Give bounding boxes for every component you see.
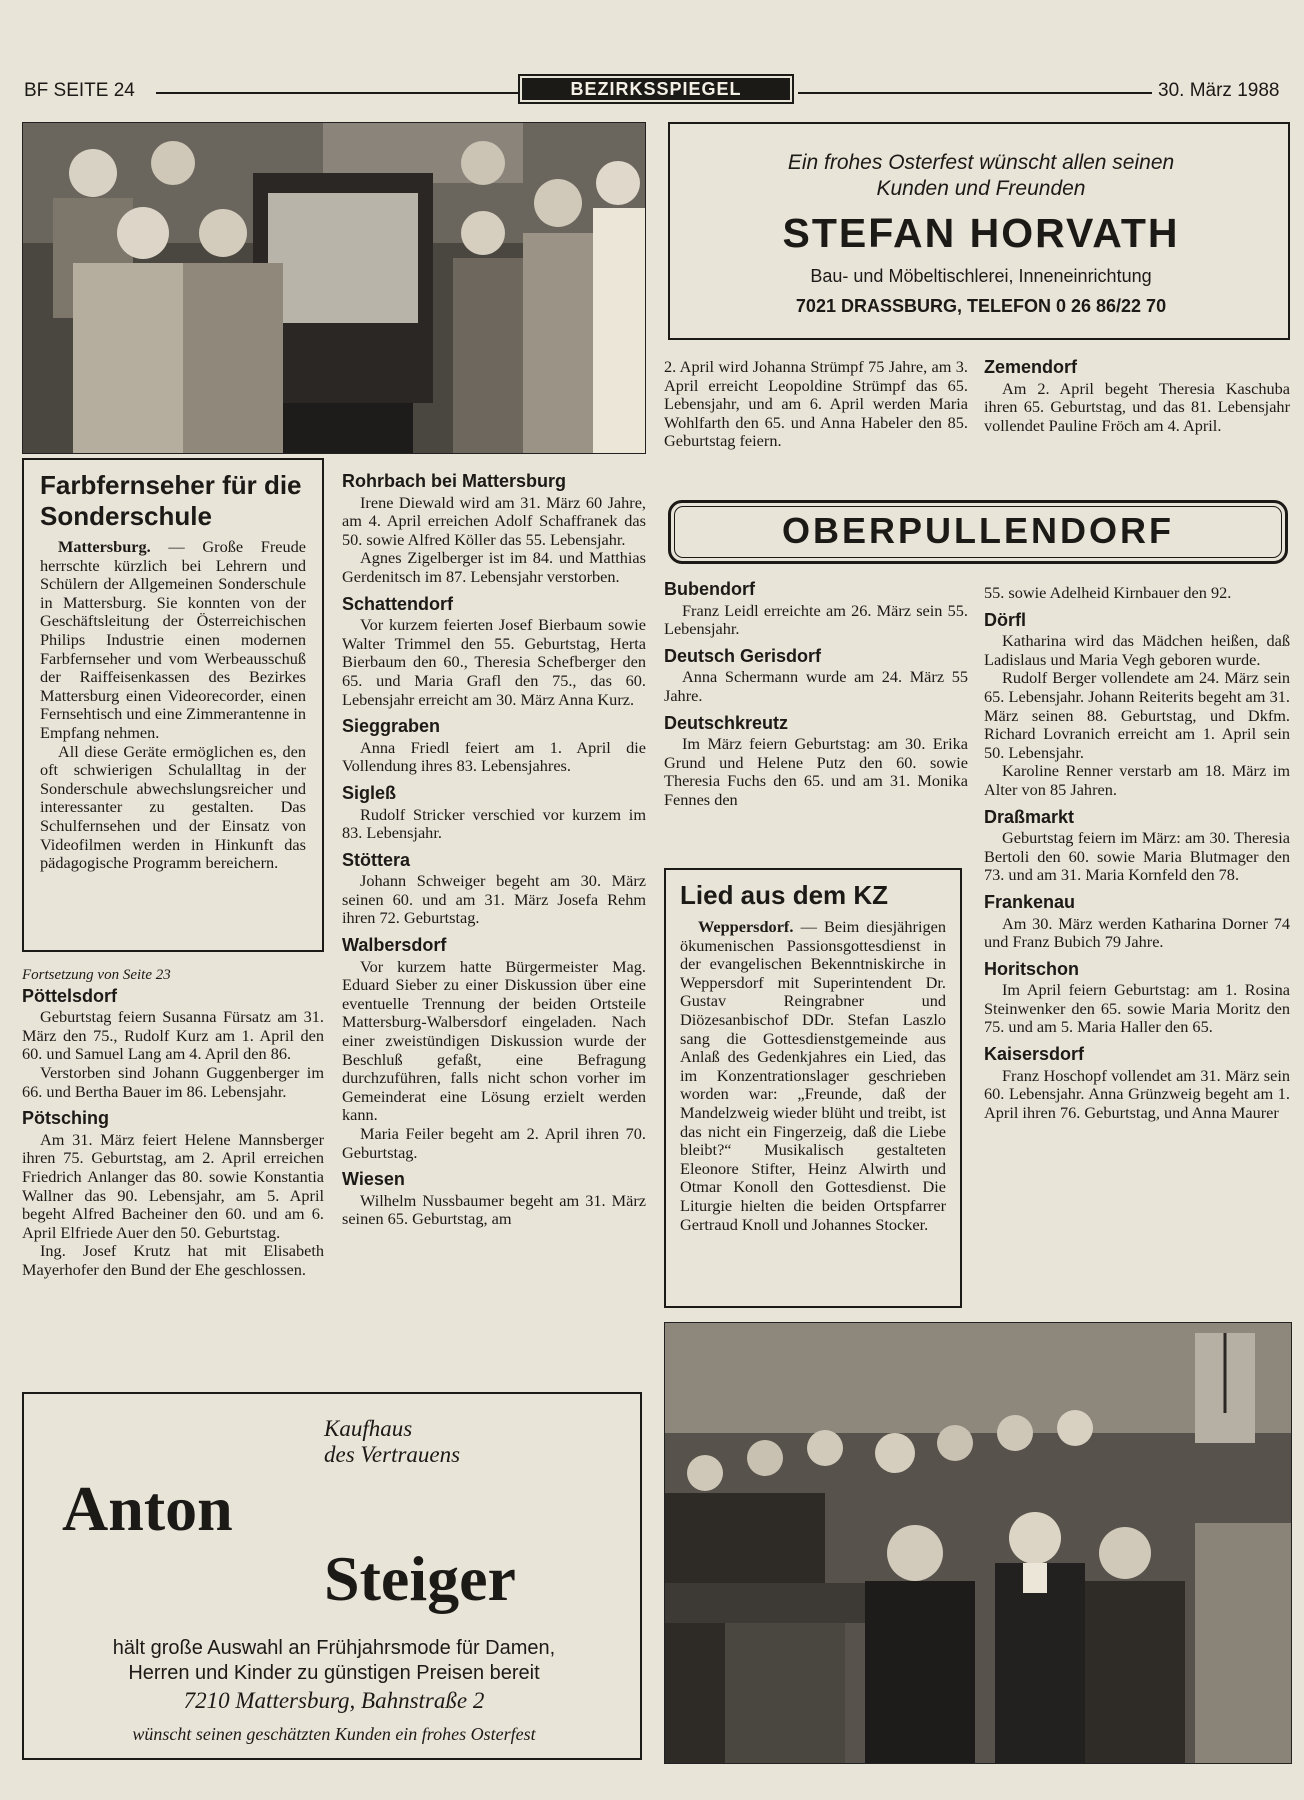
continued-note: Fortsetzung von Seite 23 bbox=[22, 967, 171, 983]
section-title: BEZIRKSSPIEGEL bbox=[522, 78, 790, 100]
farbfernseher-body bbox=[40, 538, 306, 873]
issue-date: 30. März 1988 bbox=[1158, 80, 1280, 101]
farbfernseher-paragraph: — Große Freude herrschte kürzlich bei Lehrern und Schülern der Allgemeinen Sonderschule in Mattersburg. Sie konnten von der Geschäftsleitung der Österreichischen Philips Industrie einen modernen Farbfernseher und vom Werbeausschuß der Raiffeisenkassen des Bezirkes Mattersburg einen Videorecorder, einen Fernsehtisch und eine Zimmerantenne in Empfang nehmen. bbox=[40, 537, 306, 742]
header-rule-right bbox=[798, 92, 1152, 94]
section-paragraph: Ing. Josef Krutz hat mit Elisabeth Mayerhofer den Bund der Ehe geschlossen. bbox=[22, 1241, 324, 1279]
kz-paragraph: — Beim diesjährigen ökumenischen Passionsgottesdienst in der evangelischen Bekenntniskirche in Weppersdorf mit Superintendent Dr. Gustav Reingrabner und Diözesanbischof DDr. Stefan Laszlo sang die Gottesdienstgemeinde aus Anlaß des Gedenkjahres ein Lied, das im Konzentrationslager geschrieben worden war: „Freunde, daß der Mandelzweig wieder blüht und treibt, ist das nicht ein Fingerzeig, daß die Liebe bleibt?“ Musikalisch gestalteten Eleonore Stifter, Heinz Alwirth und Otmar Konoll den Gottesdienst. Die Liturgie hielten die beiden Ortspfarrer Gertraud Knoll und Johannes Stocker. bbox=[680, 917, 946, 1234]
section-paragraph: Johann Schweiger begeht am 30. März seinen 60. und am 31. März Josefa Rehm ihren 72. Geburtstag. bbox=[342, 871, 646, 928]
church-photo bbox=[664, 1322, 1292, 1764]
horvath-trade: Bau- und Möbeltischlerei, Inneneinrichtung bbox=[810, 266, 1152, 286]
horvath-ad bbox=[668, 122, 1290, 340]
section-title-zemendorf: Zemendorf bbox=[984, 357, 1078, 377]
section-paragraph: Franz Hoschopf vollendet am 31. März sein 60. Lebensjahr. Anna Grünzweig begeht am 1. April ihren 76. Geburtstag, und Anna Maurer bbox=[984, 1065, 1290, 1122]
section-title-horitschon: Horitschon bbox=[984, 958, 1080, 979]
page-number: BF SEITE 24 bbox=[24, 80, 135, 101]
horvath-address: 7021 DRASSBURG, TELEFON 0 26 86/22 70 bbox=[795, 296, 1167, 316]
kz-dateline: Weppersdorf. bbox=[698, 917, 794, 936]
steiger-address: 7210 Mattersburg, Bahnstraße 2 bbox=[183, 1688, 485, 1713]
section-title-sigless: Sigleß bbox=[342, 782, 397, 803]
section-paragraph: Vor kurzem feierten Josef Bierbaum sowie Walter Trimmel den 55. Geburtstag, Herta Bierbaum den 60., Theresia Schefberger den 65. und Maria Grafl den 75., das 60. Lebensjahr erreicht am 30. März Anna Kurz. bbox=[342, 615, 646, 709]
classroom-photo-image bbox=[23, 123, 645, 453]
section-title-sieggraben: Sieggraben bbox=[342, 716, 441, 737]
section-paragraph: Am 2. April begeht Theresia Kaschuba ihren 65. Geburtstag, und das 81. Lebensjahr vollendet Pauline Fröch am 4. April. bbox=[984, 378, 1290, 435]
section-banner bbox=[518, 74, 794, 104]
column-right bbox=[664, 580, 968, 810]
section-title-poetsching: Pötsching bbox=[22, 1108, 110, 1129]
section-title-wiesen: Wiesen bbox=[342, 1169, 405, 1190]
header-rule-left bbox=[156, 92, 518, 94]
farbfernseher-paragraph: All diese Geräte ermöglichen es, den oft schwierigen Schulalltag in der Sonderschule abwechslungsreicher und interessanter zu gestalten. Das Schulfernsehen und der Einsatz von Videofilmen werden in Hinkunft das pädagogische Programm bereichern. bbox=[40, 741, 306, 873]
section-title-poettelsdorf: Pöttelsdorf bbox=[22, 985, 118, 1006]
column-right-top bbox=[664, 358, 968, 451]
continued-paragraph: 55. sowie Adelheid Kirnbauer den 92. bbox=[984, 583, 1232, 602]
section-paragraph: Katharina wird das Mädchen heißen, daß Ladislaus und Maria Vegh geboren wurde. bbox=[984, 631, 1290, 669]
kz-title: Lied aus dem KZ bbox=[680, 880, 889, 910]
section-paragraph: Anna Friedl feiert am 1. April die Vollendung ihres 83. Lebensjahres. bbox=[342, 737, 646, 776]
steiger-offer-line1: hält große Auswahl an Frühjahrsmode für Damen, bbox=[112, 1637, 556, 1659]
kz-body bbox=[680, 918, 946, 1234]
section-title-kaisersdorf: Kaisersdorf bbox=[984, 1044, 1085, 1065]
section-title-drassmarkt: Draßmarkt bbox=[984, 806, 1075, 827]
section-paragraph: Vor kurzem hatte Bürgermeister Mag. Eduard Sieber zu einer Diskussion über eine eventuelle Trennung der beiden Ortsteile Mattersburg-Walbersdorf eingeladen. Nach einer zweistündigen Diskussion wurde der Beschluß gefaßt, eine Befragung durchzuführen, falls nicht schon vorher im Gemeinderat eine Lösung erzielt werden kann. bbox=[342, 956, 646, 1125]
section-title-rohrbach: Rohrbach bei Mattersburg bbox=[342, 471, 567, 491]
horvath-name: STEFAN HORVATH bbox=[782, 210, 1180, 256]
oberpullendorf-banner bbox=[668, 500, 1288, 564]
section-paragraph: Maria Feiler begeht am 2. April ihren 70. Geburtstag. bbox=[342, 1124, 646, 1162]
horvath-greeting-line2: Kunden und Freunden bbox=[876, 177, 1086, 200]
section-paragraph: Anna Schermann wurde am 24. März 55 Jahre. bbox=[664, 667, 968, 705]
section-paragraph: Am 31. März feiert Helene Mannsberger ihren 75. Geburtstag, am 2. April erreichen Friedrich Anlanger das 80. sowie Konstantia Wallner das 90. Lebensjahr, am 5. April begeht Alfred Bacheiner den 60. und am 6. April Elfriede Auer den 50. Geburtstag. bbox=[22, 1129, 324, 1242]
section-paragraph: Am 30. März werden Katharina Dorner 74 und Franz Bubich 79 Jahre. bbox=[984, 913, 1290, 952]
section-paragraph: Wilhelm Nussbaumer begeht am 31. März seinen 65. Geburtstag, am bbox=[342, 1190, 646, 1229]
section-title-deutschkreutz: Deutschkreutz bbox=[664, 712, 789, 733]
steiger-ad bbox=[22, 1392, 642, 1760]
section-paragraph: Im März feiern Geburtstag: am 30. Erika Grund und Helene Putz den 60. sowie Theresia Fuchs den 65. und am 31. Monika Fennes den bbox=[664, 734, 968, 809]
steiger-wish: wünscht seinen geschätzten Kunden ein frohes Osterfest bbox=[132, 1724, 536, 1744]
section-title-stoettera: Stöttera bbox=[342, 849, 411, 870]
column-far-right bbox=[984, 584, 1290, 1122]
farbfernseher-dateline: Mattersburg. bbox=[58, 537, 151, 556]
section-paragraph: Rudolf Stricker verschied vor kurzem im 83. Lebensjahr. bbox=[342, 804, 646, 843]
steiger-tagline-1: Kaufhaus bbox=[324, 1416, 413, 1441]
section-title-frankenau: Frankenau bbox=[984, 891, 1076, 912]
steiger-name-first: Anton bbox=[62, 1473, 233, 1544]
column-middle bbox=[342, 472, 646, 1229]
section-paragraph: Geburtstag feiern Susanna Fürsatz am 31. März den 75., Rudolf Kurz am 1. April den 60. und Samuel Lang am 4. April den 86. bbox=[22, 1007, 324, 1064]
horvath-greeting-line1: Ein frohes Osterfest wünscht allen seinen bbox=[787, 151, 1175, 174]
section-paragraph: Im April feiern Geburtstag: am 1. Rosina Steinwenker den 65. sowie Maria Moritz den 75. und am 5. Maria Haller den 65. bbox=[984, 980, 1290, 1037]
section-paragraph: Irene Diewald wird am 31. März 60 Jahre, am 4. April erreichen Adolf Schaffranek das 50. sowie Alfred Köller das 55. Lebensjahr. bbox=[342, 492, 646, 549]
farbfernseher-title: Farbfernseher für die Sonderschule bbox=[40, 470, 302, 531]
section-paragraph: Verstorben sind Johann Guggenberger im 66. und Bertha Bauer im 86. Lebensjahr. bbox=[22, 1062, 324, 1101]
column-far-top bbox=[984, 358, 1290, 435]
section-paragraph: Rudolf Berger vollendete am 24. März sein 65. Lebensjahr. Johann Reiterits begeht am 31. März seinen 88. Geburtstag, und Dkfm. Richard Lovranich erreicht am 1. April sein 50. Lebensjahr. bbox=[984, 668, 1290, 762]
section-title-bubendorf: Bubendorf bbox=[664, 579, 755, 599]
section-title-schattendorf: Schattendorf bbox=[342, 593, 454, 614]
steiger-tagline-2: des Vertrauens bbox=[324, 1442, 461, 1467]
steiger-name-last: Steiger bbox=[324, 1543, 516, 1614]
section-paragraph: Franz Leidl erreichte am 26. März sein 55. Lebensjahr. bbox=[664, 600, 968, 639]
section-title-deutsch-gerisdorf: Deutsch Gerisdorf bbox=[664, 645, 822, 666]
oberpullendorf-title: OBERPULLENDORF bbox=[674, 506, 1282, 558]
section-title-doerfl: Dörfl bbox=[984, 609, 1026, 630]
section-paragraph: Karoline Renner verstarb am 18. März im Alter von 85 Jahren. bbox=[984, 761, 1290, 799]
farbfernseher-article bbox=[22, 458, 324, 952]
steiger-offer-line2: Herren und Kinder zu günstigen Preisen bereit bbox=[128, 1662, 540, 1684]
section-paragraph: Geburtstag feiern im März: am 30. Theresia Bertoli den 60. sowie Maria Blutmager den 73. und am 31. Maria Kornfeld den 78. bbox=[984, 828, 1290, 885]
section-paragraph: Agnes Zigelberger ist im 84. und Matthias Gerdenitsch im 87. Lebensjahr verstorben. bbox=[342, 548, 646, 586]
continued-paragraph: 2. April wird Johanna Strümpf 75 Jahre, am 3. April erreicht Leopoldine Strümpf das 65. Lebensjahr, und am 6. April werden Maria Wohlfarth den 65. und Anna Habeler den 85. Geburtstag feiern. bbox=[664, 357, 968, 451]
column-left bbox=[22, 966, 324, 1280]
section-title-walbersdorf: Walbersdorf bbox=[342, 935, 447, 956]
kz-article bbox=[664, 868, 962, 1308]
classroom-photo bbox=[22, 122, 646, 454]
church-photo-image bbox=[665, 1323, 1291, 1763]
